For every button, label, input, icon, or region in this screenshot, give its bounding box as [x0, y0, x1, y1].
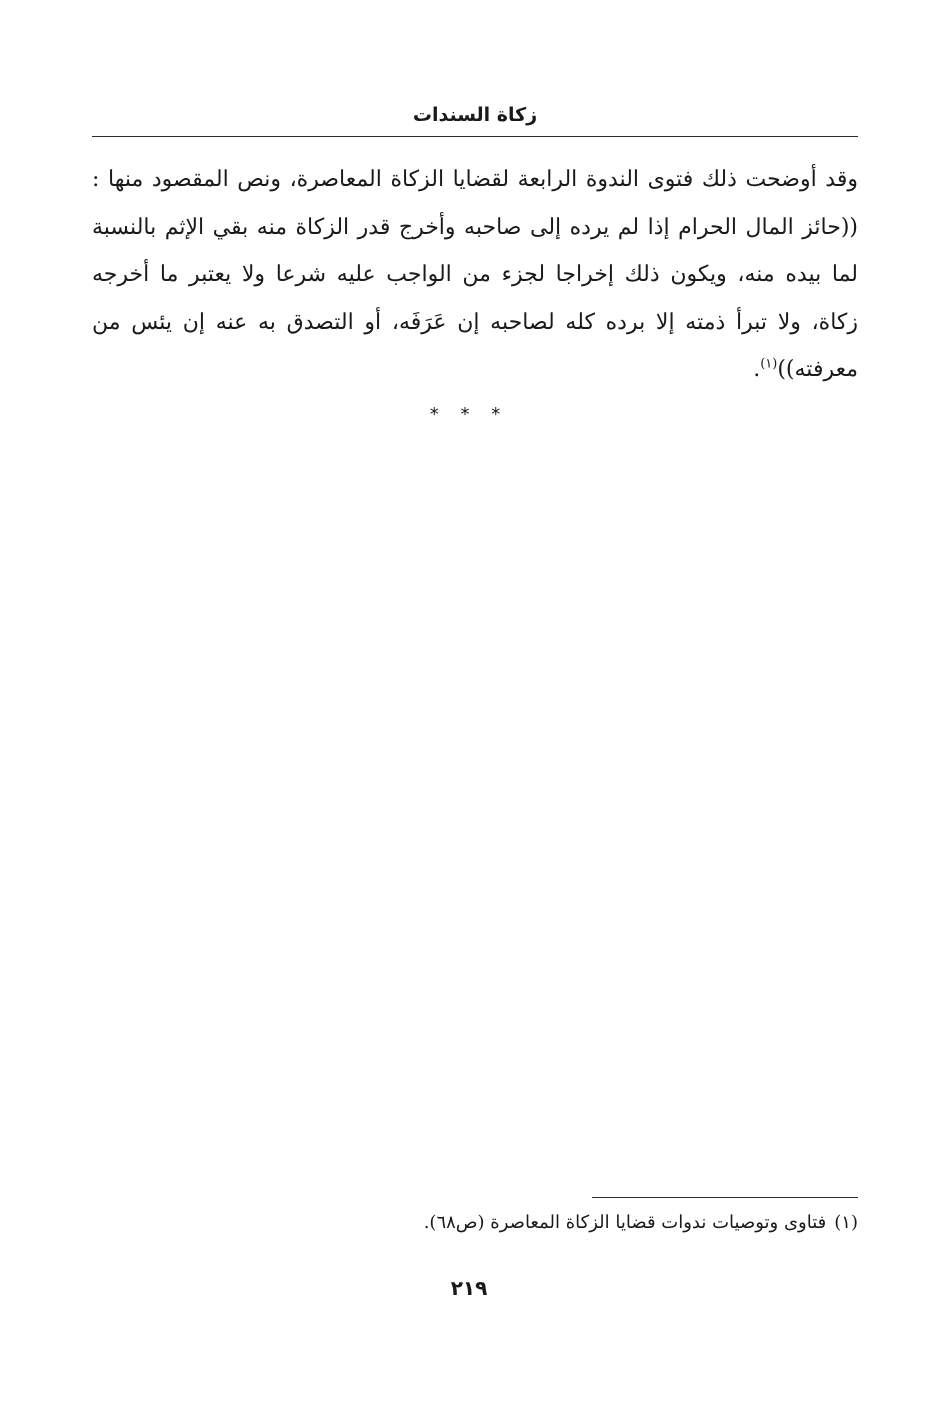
footnote-divider: [592, 1197, 858, 1198]
running-title: زكاة السندات: [412, 104, 538, 126]
running-header: [92, 100, 858, 137]
body-text: وقد أوضحت ذلك فتوى الندوة الرابعة لقضايا الزكاة المعاصرة، ونص المقصود منها : ((حائز المال الحرام إذا لم يرده إلى صاحبه وأخرج قدر الزكاة منه بقي الإثم بالنسبة لما بيده منه، ويكون ذلك إخراجا لجزء من الواجب عليه شرعا ولا يعتبر ما أخرجه زكاة، ولا تبرأ ذمته إلا برده كله لصاحبه إن عَرَفَه، أو التصدق به عنه إن يئس من معرفته)): [92, 167, 858, 382]
body-end-mark: .: [753, 357, 761, 382]
footnote: [92, 1208, 858, 1238]
footnote-text: فتاوى وتوصيات ندوات قضايا الزكاة المعاصرة (ص٦٨).: [423, 1212, 827, 1233]
footnote-reference[interactable]: (١): [760, 356, 778, 372]
body-paragraph: [92, 156, 858, 394]
section-separator: * * *: [429, 404, 509, 425]
page-number: ٢١٩: [450, 1276, 488, 1300]
footnote-marker: (١): [834, 1212, 858, 1233]
